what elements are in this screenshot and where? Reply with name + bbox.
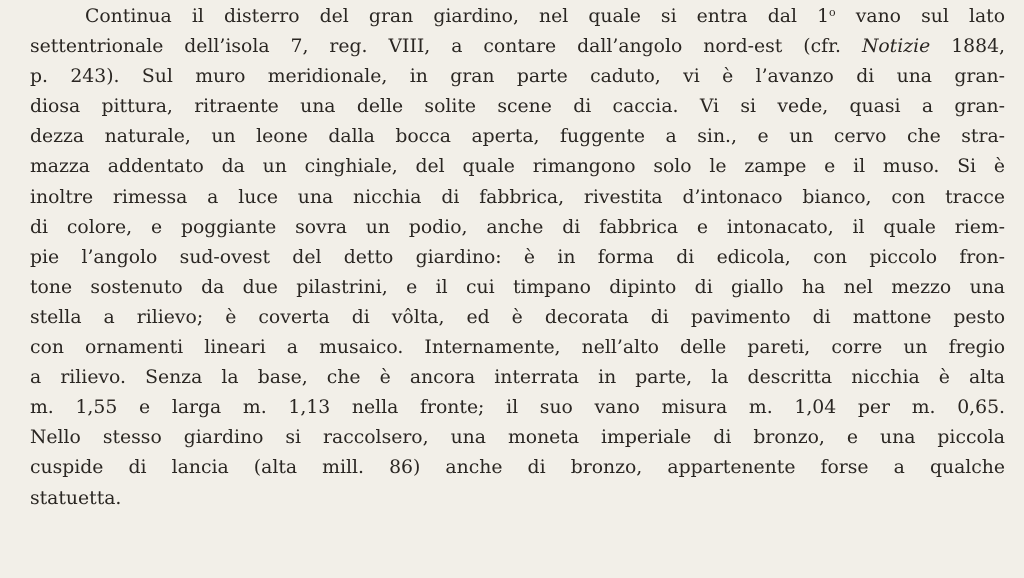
text-line: statuetta. — [30, 487, 122, 509]
italic-citation: Notizie — [861, 36, 931, 58]
text-line: p. 243). Sul muro meridionale, in gran parte caduto, vi è l’avanzo di una gran- — [30, 66, 1005, 88]
text-line: dezza naturale, un leone dalla bocca aperta, fuggente a sin., e un cervo che stra- — [30, 126, 1005, 148]
text-line: di colore, e poggiante sovra un podio, anche di fabbrica e intonacato, il quale riem- — [30, 216, 1005, 238]
text-line: tone sostenuto da due pilastrini, e il cui timpano dipinto di giallo ha nel mezzo una — [30, 276, 1005, 298]
text-line: pie l’angolo sud-ovest del detto giardino: è in forma di edicola, con piccolo fron- — [30, 246, 1005, 268]
text-line: settentrionale dell’isola 7, reg. VIII, a contare dall’angolo nord-est (cfr. Notizie 1884, — [30, 36, 1005, 58]
text-line: con ornamenti lineari a musaico. Internamente, nell’alto delle pareti, corre un fregio — [30, 337, 1005, 359]
text-line: diosa pittura, ritraente una delle solite scene di caccia. Vi si vede, quasi a gran- — [30, 96, 1005, 118]
text-line: a rilievo. Senza la base, che è ancora interrata in parte, la descritta nicchia è alta — [30, 367, 1005, 389]
text-line: stella a rilievo; è coverta di vôlta, ed è decorata di pavimento di mattone pesto — [30, 306, 1005, 328]
text-line: Continua il disterro del gran giardino, nel quale si entra dal 1$^o$ vano sul lato — [85, 6, 1006, 27]
text-line: mazza addentato da un cinghiale, del quale rimangono solo le zampe e il muso. Si è — [30, 156, 1005, 178]
text-line: inoltre rimessa a luce una nicchia di fabbrica, rivestita d’intonaco bianco, con tracce — [30, 186, 1005, 208]
body-paragraph — [30, 2, 1005, 514]
text-line: Nello stesso giardino si raccolsero, una moneta imperiale di bronzo, e una piccola — [30, 427, 1005, 449]
text-line: m. 1,55 e larga m. 1,13 nella fronte; il suo vano misura m. 1,04 per m. 0,65. — [30, 397, 1005, 419]
text-line: cuspide di lancia (alta mill. 86) anche di bronzo, appartenente forse a qualche — [30, 457, 1005, 479]
